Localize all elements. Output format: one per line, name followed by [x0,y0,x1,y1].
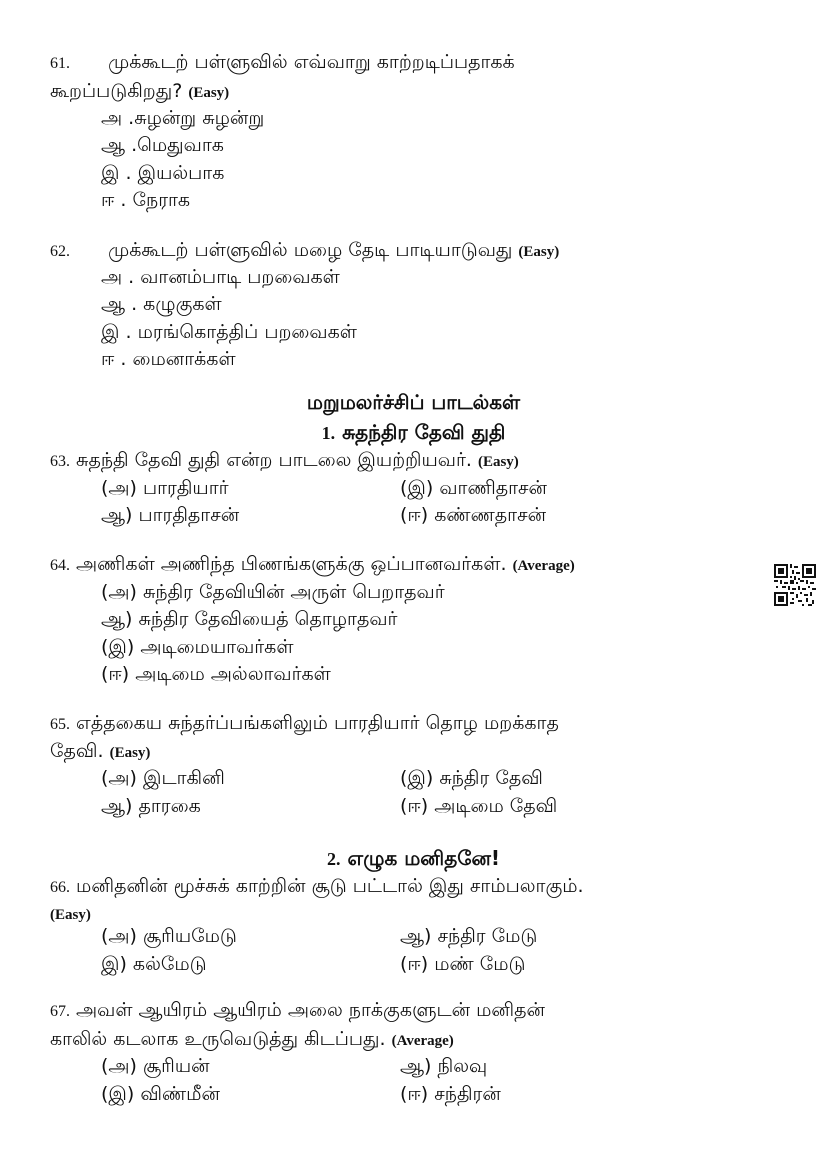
question-number: 66. [50,879,70,896]
section-title: மறுமலர்ச்சிப் பாடல்கள் [306,390,521,414]
question-61-cont [50,79,229,105]
option: ஆ) பாரதிதாசன் [101,504,240,526]
subsection-heading-1 [0,419,827,446]
question-text: எத்தகைய சுந்தர்ப்பங்களிலும் பாரதியார் தொழ மறக்காத [76,712,559,734]
option: (ஈ) அடிமை அல்லாவர்கள் [101,663,331,685]
option: (அ) பாரதியார் [101,477,229,499]
option: ஆ) சுந்திர தேவியைத் தொழாதவர் [101,608,398,630]
option: (இ) விண்மீன் [101,1083,220,1105]
difficulty-tag: (Easy) [109,745,151,761]
option: (அ) சூரியன் [101,1055,210,1077]
question-65-cont [50,739,150,765]
question-61 [50,50,515,76]
subsection-heading-2 [0,845,827,872]
question-text: அணிகள் அணிந்த பிணங்களுக்கு ஒப்பானவர்கள். [76,553,507,575]
difficulty-tag: (Easy) [518,244,560,260]
difficulty-tag: (Easy) [50,907,91,923]
option: (ஈ) மண் மேடு [400,953,526,975]
qr-code-icon [774,564,816,606]
question-number: 61. [50,55,70,72]
question-text: காலில் கடலாக உருவெடுத்து கிடப்பது. [50,1028,386,1050]
question-number: 62. [50,243,70,260]
question-number: 67. [50,1003,70,1020]
question-67 [50,998,545,1024]
option: அ . வானம்பாடி பறவைகள் [101,266,340,288]
option: ஆ . கழுகுகள் [101,293,222,315]
question-text: முக்கூடற் பள்ளுவில் மழை தேடி பாடியாடுவது [108,239,513,261]
option: (இ) அடிமையாவர்கள் [101,636,294,658]
option: இ . மரங்கொத்திப் பறவைகள் [101,321,357,343]
option: ஆ) நிலவு [400,1055,488,1077]
subsection-number: 2. [327,849,341,869]
option: ஆ) தாரகை [101,795,201,817]
question-number: 65. [50,716,70,733]
question-65 [50,711,559,737]
question-text: அவள் ஆயிரம் ஆயிரம் அலை நாக்குகளுடன் மனிதன் [76,999,545,1021]
subsection-number: 1. [321,423,336,443]
question-66 [50,874,584,900]
difficulty-tag: (Average) [391,1033,454,1049]
question-text: மனிதனின் மூச்சுக் காற்றின் சூடு பட்டால் இது சாம்பலாகும். [76,875,584,897]
option: (அ) சூரியமேடு [101,925,237,947]
question-67-cont [50,1027,454,1053]
option: (ஈ) கண்ணதாசன் [400,504,547,526]
question-text: முக்கூடற் பள்ளுவில் எவ்வாறு காற்றடிப்பதாகக் [108,51,515,73]
question-text: சுதந்தி தேவி துதி என்ற பாடலை இயற்றியவர். [76,449,472,471]
option: (அ) சுந்திர தேவியின் அருள் பெறாதவர் [101,581,445,603]
question-62 [50,238,559,264]
question-63 [50,448,519,474]
difficulty-tag: (Easy) [477,454,519,470]
option: ஈ . மைனாக்கள் [101,348,236,370]
option: (அ) இடாகினி [101,767,225,789]
question-66-cont [50,901,91,927]
option: ஆ) சந்திர மேடு [400,925,538,947]
question-text: கூறப்படுகிறது? [50,80,183,102]
subsection-title: எழுக மனிதனே! [347,846,500,870]
subsection-title: சுதந்திர தேவி துதி [342,420,506,444]
option: (இ) வாணிதாசன் [400,477,547,499]
option: (இ) சுந்திர தேவி [400,767,543,789]
option: இ) கல்மேடு [101,953,207,975]
question-number: 63. [50,453,70,470]
option: இ . இயல்பாக [101,162,225,184]
option: அ .சுழன்று சுழன்று [101,107,265,129]
difficulty-tag: (Easy) [188,85,230,101]
option: (ஈ) சந்திரன் [400,1083,501,1105]
question-number: 64. [50,557,70,574]
difficulty-tag: (Average) [512,558,575,574]
question-64 [50,552,575,578]
option: ஆ .மெதுவாக [101,134,224,156]
option: ஈ . நேராக [101,189,191,211]
question-text: தேவி. [50,740,104,762]
option: (ஈ) அடிமை தேவி [400,795,558,817]
